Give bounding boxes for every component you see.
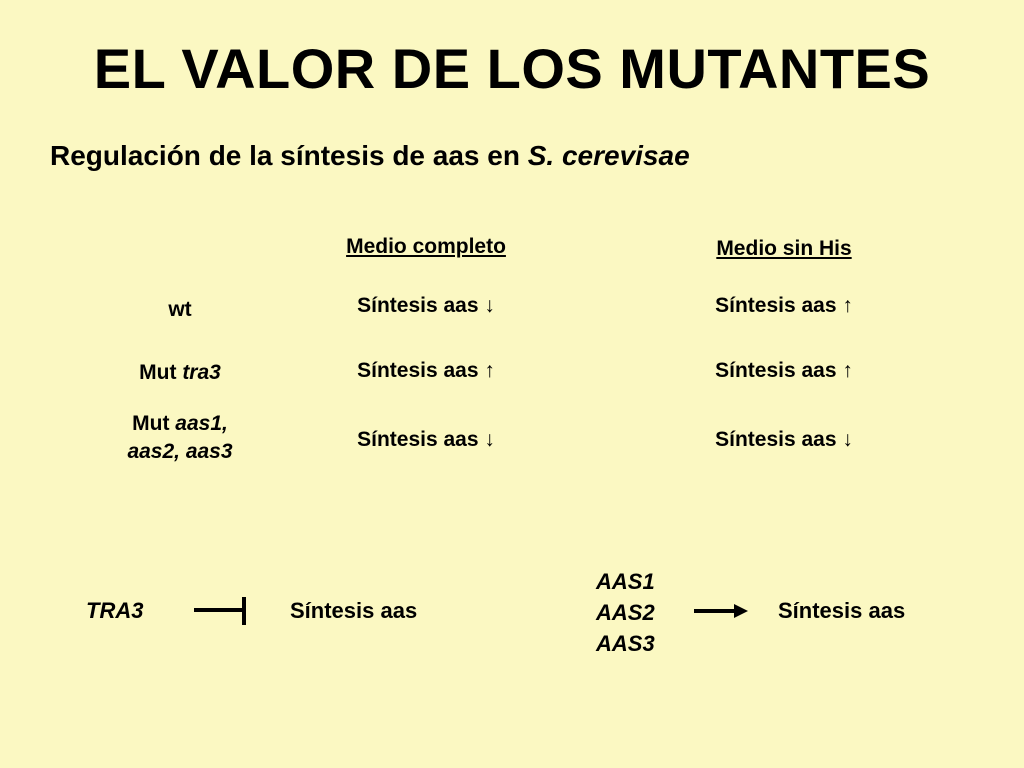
cell-wt-medio-completo <box>296 294 556 318</box>
cell-text: Síntesis aas <box>715 359 837 382</box>
page-subtitle <box>50 140 690 172</box>
up-arrow-icon: ↑ <box>484 359 495 382</box>
row-label-line2: aas2, aas3 <box>127 440 233 463</box>
cell-tra3-medio-completo <box>296 359 556 383</box>
cell-text: Síntesis aas <box>357 428 479 451</box>
cell-text: Síntesis aas <box>357 294 479 317</box>
target-sintesis-aas-left: Síntesis aas <box>290 598 418 623</box>
row-label-mut-aas <box>80 410 280 466</box>
gene-aas1: AAS1 <box>596 569 655 594</box>
gene-aas2: AAS2 <box>596 600 655 625</box>
up-arrow-icon: ↑ <box>842 359 853 382</box>
cell-aas-medio-sin-his <box>654 428 914 452</box>
cell-wt-medio-sin-his <box>654 294 914 318</box>
gene-stack-aas <box>596 566 655 659</box>
cell-aas-medio-completo <box>296 428 556 452</box>
target-sintesis-aas-right: Síntesis aas <box>778 598 906 623</box>
page-title: EL VALOR DE LOS MUTANTES <box>93 37 931 100</box>
inhibition-arrow-icon <box>192 595 250 629</box>
down-arrow-icon: ↓ <box>484 294 495 317</box>
down-arrow-icon: ↓ <box>484 428 495 451</box>
subtitle-species: S. cerevisae <box>527 140 690 171</box>
gene-aas3: AAS3 <box>596 631 655 656</box>
row-label-wt <box>80 296 280 324</box>
cell-text: Síntesis aas <box>357 359 479 382</box>
gene-tra3: TRA3 <box>86 598 144 623</box>
cell-tra3-medio-sin-his <box>654 359 914 383</box>
column-header-medio-completo: Medio completo <box>346 235 506 258</box>
activation-arrow-icon <box>692 600 750 622</box>
down-arrow-icon: ↓ <box>842 428 853 451</box>
up-arrow-icon: ↑ <box>842 294 853 317</box>
row-label-italic: tra3 <box>182 361 221 384</box>
row-label-plain: Mut <box>132 412 176 435</box>
column-header-medio-sin-his: Medio sin His <box>716 237 852 260</box>
cell-text: Síntesis aas <box>715 294 837 317</box>
row-label-mut-tra3 <box>80 359 280 387</box>
row-label-italic: aas1, <box>175 412 228 435</box>
subtitle-prefix: Regulación de la síntesis de aas en <box>50 140 528 171</box>
row-label-plain: Mut <box>139 361 183 384</box>
cell-text: Síntesis aas <box>715 428 837 451</box>
row-label-plain: wt <box>168 298 192 321</box>
